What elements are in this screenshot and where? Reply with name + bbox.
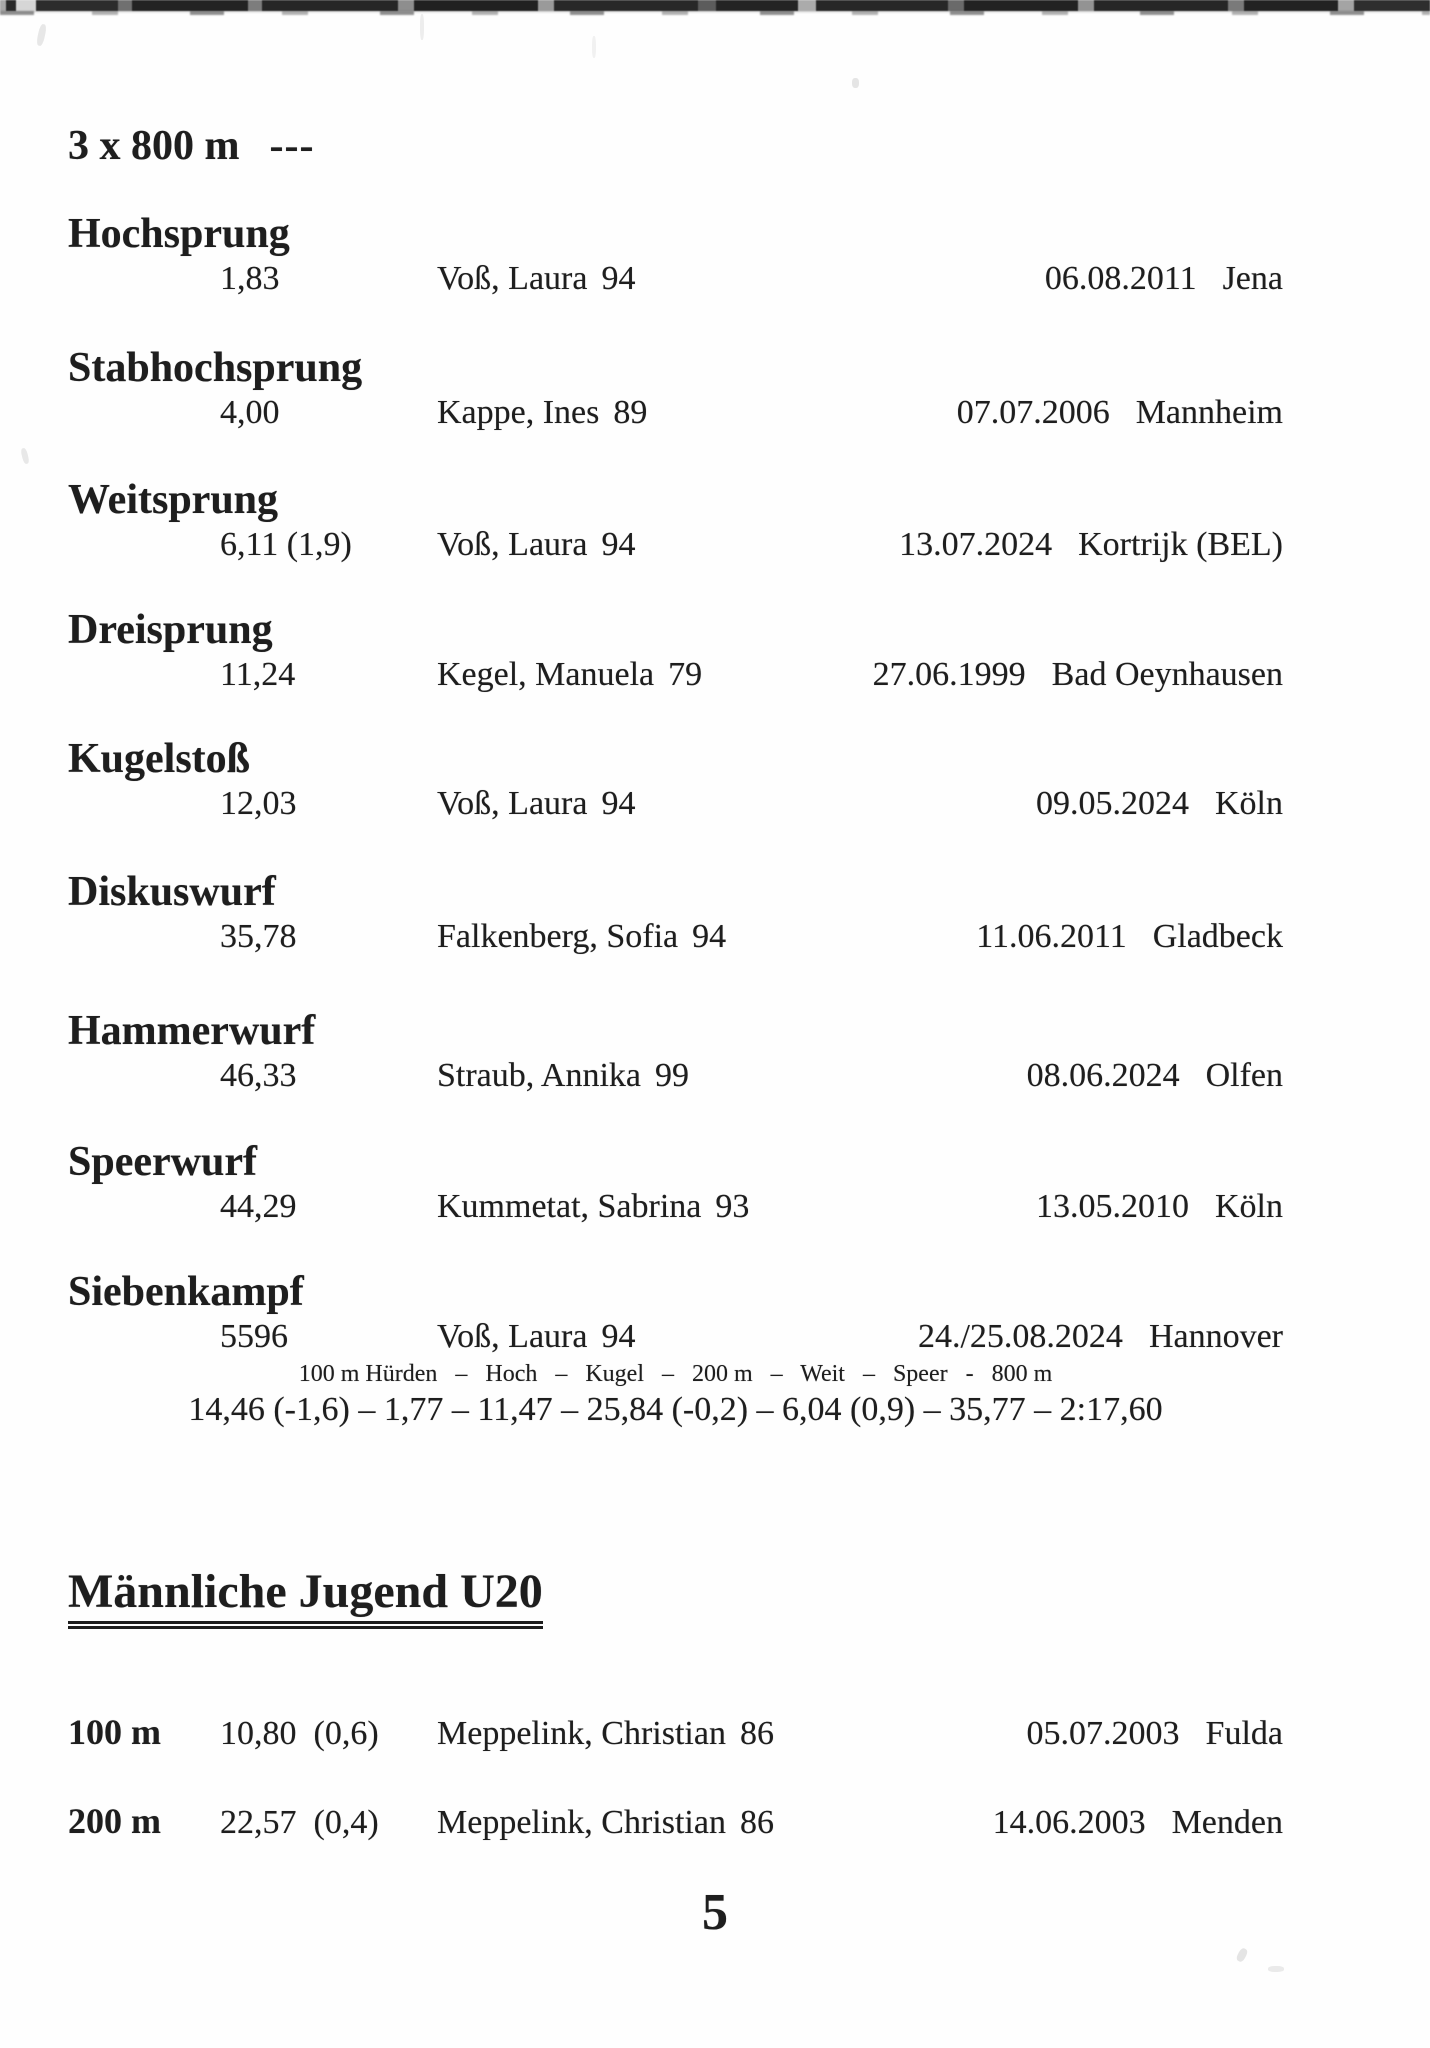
record-venue: Olfen: [1205, 1057, 1283, 1094]
athlete-name: Kegel, Manuela: [437, 656, 655, 693]
event-title: Stabhochsprung: [68, 345, 363, 391]
athlete-name: Falkenberg, Sofia: [437, 918, 679, 955]
event-block: [68, 1009, 1283, 1095]
record-mark: 6,11 (1,9): [220, 526, 352, 563]
relay-no-record-mark: ---: [269, 123, 315, 169]
scan-smudge: [420, 14, 424, 40]
event-block: [68, 212, 1283, 298]
record-date: 09.05.2024: [1036, 785, 1189, 822]
record-date-venue: [1045, 260, 1283, 298]
record-date-venue: [899, 526, 1283, 564]
event-title: Kugelstoß: [68, 736, 251, 782]
record-date: 13.05.2010: [1036, 1188, 1189, 1225]
scan-smudge: [1235, 1947, 1249, 1963]
record-row: [68, 1057, 1283, 1095]
record-date-venue: [873, 656, 1283, 694]
event-block: [68, 870, 1283, 956]
record-row: [68, 656, 1283, 694]
athlete-birth-year: 79: [668, 656, 703, 693]
event-title: Speerwurf: [68, 1139, 257, 1185]
event-title: Siebenkampf: [68, 1269, 304, 1315]
record-mark: 5596: [220, 1318, 288, 1355]
record-row: [68, 1318, 1283, 1356]
record-venue: Hannover: [1148, 1318, 1283, 1355]
athlete-name: Voß, Laura: [437, 1318, 588, 1355]
athlete-birth-year: 94: [601, 260, 636, 297]
record-row: [68, 785, 1283, 823]
record-row: [68, 918, 1283, 956]
record-date: 08.06.2024: [1026, 1057, 1180, 1094]
athlete-birth-year: 86: [739, 1715, 774, 1752]
scan-smudge: [852, 78, 859, 88]
event-title: Hochsprung: [68, 211, 290, 257]
scan-smudge: [592, 36, 596, 58]
record-date-venue: [1036, 1188, 1283, 1226]
section-heading-text: Männliche Jugend U20: [68, 1566, 543, 1629]
athlete-birth-year: 93: [715, 1188, 750, 1225]
record-venue: Mannheim: [1135, 394, 1283, 431]
u20-record-row: [68, 1799, 1283, 1842]
athlete-birth-year: 94: [601, 1318, 636, 1355]
event-label: 100 m: [68, 1712, 161, 1752]
record-date: 07.07.2006: [956, 394, 1110, 431]
athlete-name: Kummetat, Sabrina: [437, 1188, 702, 1225]
record-date-venue: [976, 918, 1283, 956]
record-mark: 44,29: [220, 1188, 297, 1225]
record-mark: 12,03: [220, 785, 297, 822]
record-date-venue: [957, 394, 1283, 432]
athlete-birth-year: 94: [601, 785, 636, 822]
page-number: 5: [702, 1884, 728, 1941]
relay-event-line: [68, 124, 1283, 169]
record-venue: Köln: [1215, 785, 1283, 822]
record-mark: 22,57 (0,4): [220, 1804, 379, 1841]
record-row: [68, 526, 1283, 564]
record-date-venue: [1036, 785, 1283, 823]
record-date: 11.06.2011: [976, 918, 1127, 955]
event-label: 200 m: [68, 1801, 161, 1841]
event-block: [68, 346, 1283, 432]
record-row: [68, 1188, 1283, 1226]
record-mark: 35,78: [220, 918, 297, 955]
athlete-birth-year: 99: [654, 1057, 689, 1094]
athlete-birth-year: 89: [613, 394, 648, 431]
athlete-name: Voß, Laura: [437, 526, 588, 563]
heptathlon-split-marks: 14,46 (-1,6) – 1,77 – 11,47 – 25,84 (-0,2) – 6,04 (0,9) – 35,77 – 2:17,60: [188, 1391, 1163, 1428]
record-date-venue: [993, 1804, 1283, 1842]
athlete-name: Kappe, Ines: [437, 394, 600, 431]
u20-record-row: [68, 1710, 1283, 1753]
record-row: [68, 260, 1283, 298]
record-mark: 10,80 (0,6): [220, 1715, 379, 1752]
event-block: [68, 1140, 1283, 1226]
record-date-venue: [1027, 1057, 1283, 1095]
scan-smudge: [1268, 1966, 1284, 1972]
athlete-name: Meppelink, Christian: [437, 1715, 726, 1752]
event-title: Hammerwurf: [68, 1008, 316, 1054]
event-title: Dreisprung: [68, 607, 273, 653]
athlete-name: Straub, Annika: [437, 1057, 641, 1094]
record-venue: Bad Oeynhausen: [1051, 656, 1283, 693]
event-block-siebenkampf: [68, 1270, 1283, 1429]
scan-smudge: [20, 448, 30, 465]
record-venue: Jena: [1222, 260, 1283, 297]
record-date-venue: [1027, 1715, 1283, 1753]
record-date: 05.07.2003: [1026, 1715, 1180, 1752]
record-venue: Kortrijk (BEL): [1078, 526, 1283, 563]
athlete-name: Voß, Laura: [437, 260, 588, 297]
relay-event-name: 3 x 800 m: [68, 123, 240, 169]
record-date-venue: [918, 1318, 1283, 1356]
record-date: 27.06.1999: [872, 656, 1026, 693]
record-row: [68, 394, 1283, 432]
event-block: [68, 737, 1283, 823]
record-mark: 4,00: [220, 394, 280, 431]
athlete-birth-year: 94: [601, 526, 636, 563]
event-title: Weitsprung: [68, 477, 279, 523]
record-venue: Menden: [1171, 1804, 1283, 1841]
record-venue: Fulda: [1205, 1715, 1283, 1752]
scan-edge-band: [0, 0, 1430, 11]
record-venue: Köln: [1215, 1188, 1283, 1225]
event-block: [68, 608, 1283, 694]
record-mark: 1,83: [220, 260, 280, 297]
record-date: 24./25.08.2024: [917, 1318, 1123, 1355]
record-venue: Gladbeck: [1152, 918, 1283, 955]
heptathlon-event-sequence: 100 m Hürden – Hoch – Kugel – 200 m – Weit – Speer - 800 m: [298, 1361, 1053, 1387]
section-heading-u20: [68, 1566, 543, 1629]
record-mark: 11,24: [220, 656, 296, 693]
record-date: 06.08.2011: [1044, 260, 1197, 297]
event-title: Diskuswurf: [68, 869, 276, 915]
record-date: 13.07.2024: [899, 526, 1053, 563]
athlete-birth-year: 94: [692, 918, 727, 955]
record-date: 14.06.2003: [992, 1804, 1146, 1841]
event-block: [68, 478, 1283, 564]
record-mark: 46,33: [220, 1057, 297, 1094]
scan-smudge: [36, 24, 47, 47]
athlete-name: Voß, Laura: [437, 785, 588, 822]
athlete-name: Meppelink, Christian: [437, 1804, 726, 1841]
athlete-birth-year: 86: [739, 1804, 774, 1841]
